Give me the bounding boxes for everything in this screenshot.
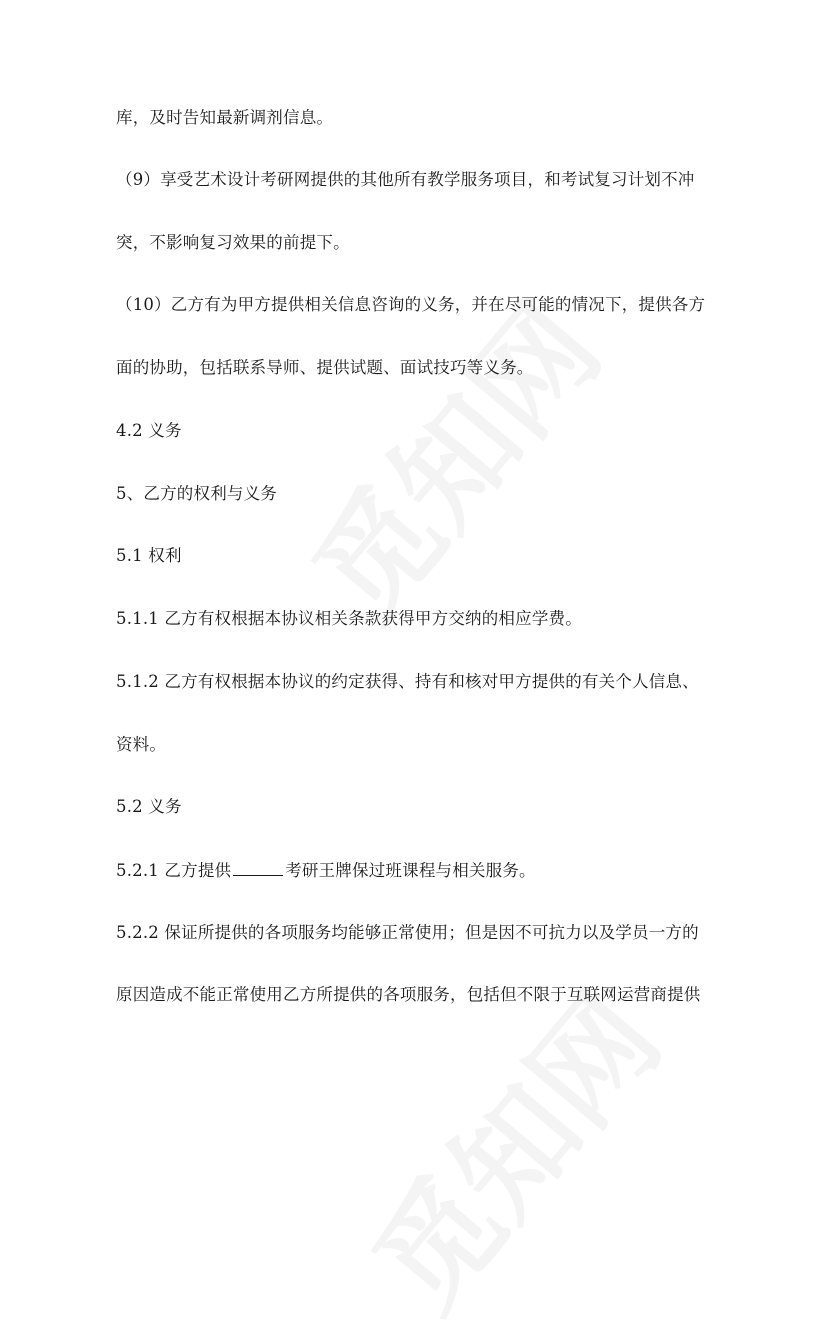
paragraph-line xyxy=(116,860,536,881)
section-heading: 5.1 权利 xyxy=(116,546,182,565)
paragraph-line: 原因造成不能正常使用乙方所提供的各项服务，包括但不限于互联网运营商提供 xyxy=(116,985,701,1004)
paragraph-line: 5.2.2 保证所提供的各项服务均能够正常使用；但是因不可抗力以及学员一方的 xyxy=(116,923,699,942)
section-heading: 5.2 义务 xyxy=(116,797,182,816)
fill-in-blank xyxy=(233,860,283,876)
paragraph-line: （10）乙方有为甲方提供相关信息咨询的义务，并在尽可能的情况下，提供各方 xyxy=(116,295,706,314)
paragraph-line: 5.1.1 乙方有权根据本协议相关条款获得甲方交纳的相应学费。 xyxy=(116,609,582,628)
paragraph-line: 资料。 xyxy=(116,735,167,754)
paragraph-line: 5.1.2 乙方有权根据本协议的约定获得、持有和核对甲方提供的有关个人信息、 xyxy=(116,672,699,691)
paragraph-line: 面的协助，包括联系导师、提供试题、面试技巧等义务。 xyxy=(116,358,534,377)
line-suffix: 考研王牌保过班课程与相关服务。 xyxy=(285,861,536,880)
section-heading: 4.2 义务 xyxy=(116,421,182,440)
paragraph-line: 突，不影响复习效果的前提下。 xyxy=(116,233,350,252)
watermark xyxy=(268,263,631,649)
section-heading: 5、乙方的权利与义务 xyxy=(116,484,277,503)
paragraph-line: （9）享受艺术设计考研网提供的其他所有教学服务项目，和考试复习计划不冲 xyxy=(116,170,695,189)
line-prefix: 5.2.1 乙方提供 xyxy=(116,861,232,880)
watermark xyxy=(328,953,691,1339)
paragraph-line: 库，及时告知最新调剂信息。 xyxy=(116,108,334,127)
